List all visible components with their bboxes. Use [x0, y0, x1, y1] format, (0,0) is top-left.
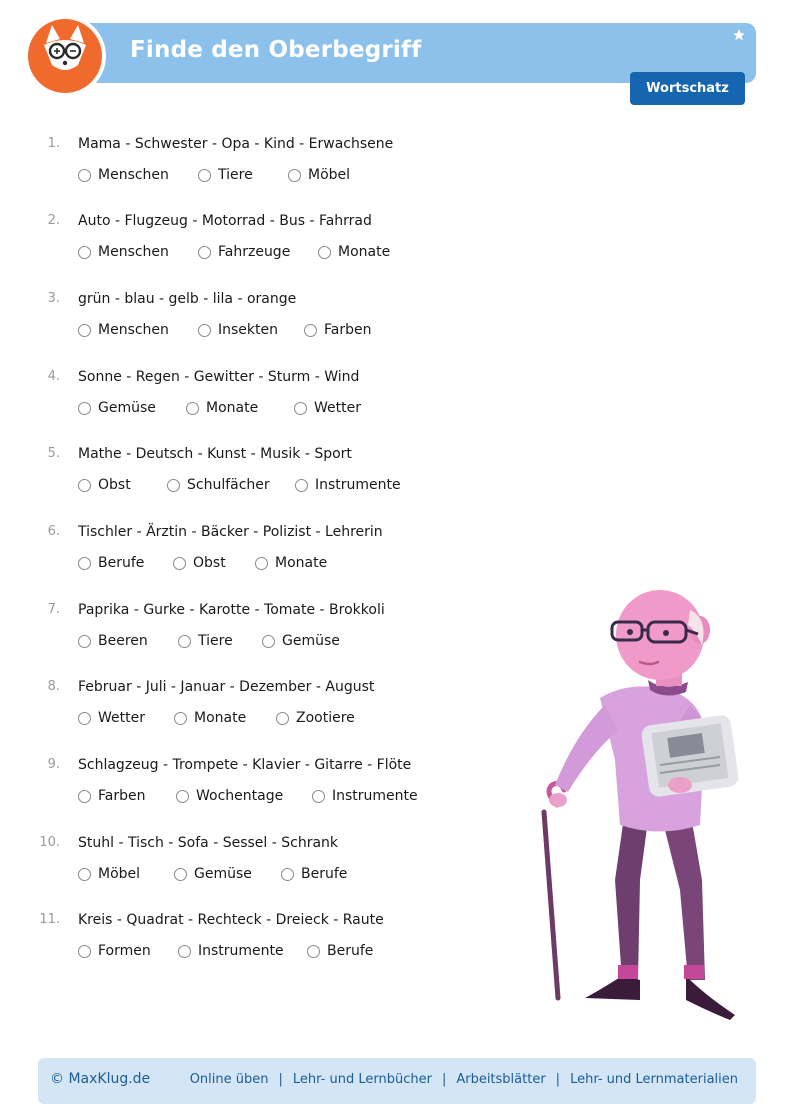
radio-button[interactable] [262, 635, 275, 648]
radio-button[interactable] [78, 169, 91, 182]
answer-option-label: Berufe [327, 943, 374, 959]
radio-button[interactable] [78, 479, 91, 492]
answer-option[interactable] [167, 474, 270, 496]
question-words: Mama - Schwester - Opa - Kind - Erwachsene [78, 136, 394, 152]
answer-option-label: Instrumente [315, 477, 401, 493]
answer-option[interactable] [78, 474, 131, 496]
answer-option[interactable] [174, 863, 252, 885]
answer-options [78, 863, 508, 885]
question-item [0, 600, 520, 670]
question-words: Tischler - Ärztin - Bäcker - Polizist - Lehrerin [78, 524, 383, 540]
question-number: 7. [47, 602, 60, 617]
question-number: 9. [47, 757, 60, 772]
question-words: Sonne - Regen - Gewitter - Sturm - Wind [78, 369, 360, 385]
answer-option-label: Schulfächer [187, 477, 270, 493]
radio-button[interactable] [78, 868, 91, 881]
footer-link-lehr-und-lernmaterialien[interactable]: Lehr- und Lernmaterialien [570, 1072, 738, 1087]
answer-option-label: Monate [275, 555, 328, 571]
answer-option-label: Monate [206, 400, 259, 416]
answer-option[interactable] [262, 630, 340, 652]
question-number: 11. [39, 912, 60, 927]
question-number: 2. [47, 213, 60, 228]
question-number: 6. [47, 524, 60, 539]
radio-button[interactable] [78, 557, 91, 570]
answer-option[interactable] [255, 552, 327, 574]
answer-option-label: Instrumente [198, 943, 284, 959]
answer-option[interactable] [78, 552, 144, 574]
question-item [0, 833, 520, 903]
answer-options [78, 785, 508, 807]
question-words: Stuhl - Tisch - Sofa - Sessel - Schrank [78, 835, 339, 851]
answer-option[interactable] [304, 319, 371, 341]
footer-link-lehr-und-lernbuecher[interactable]: Lehr- und Lernbücher [292, 1072, 432, 1087]
radio-button[interactable] [167, 479, 180, 492]
answer-option[interactable] [186, 397, 258, 419]
radio-button[interactable] [281, 868, 294, 881]
radio-button[interactable] [78, 712, 91, 725]
answer-option[interactable] [78, 319, 169, 341]
answer-option-label: Menschen [98, 167, 169, 183]
question-item [0, 134, 520, 204]
footer-copyright[interactable]: © MaxKlug.de [50, 1071, 151, 1087]
answer-option[interactable] [78, 863, 140, 885]
answer-option[interactable] [174, 707, 246, 729]
answer-option-label: Menschen [98, 322, 169, 338]
answer-option[interactable] [318, 241, 390, 263]
answer-option-label: Berufe [301, 866, 348, 882]
question-item [0, 289, 520, 359]
radio-button[interactable] [78, 402, 91, 415]
answer-options [78, 397, 508, 419]
question-number: 10. [39, 835, 60, 850]
answer-option[interactable] [78, 785, 145, 807]
answer-option[interactable] [295, 474, 401, 496]
footer-separator: | [441, 1072, 447, 1087]
radio-button[interactable] [288, 169, 301, 182]
answer-option[interactable] [176, 785, 283, 807]
radio-button[interactable] [186, 402, 199, 415]
answer-option-label: Menschen [98, 244, 169, 260]
radio-button[interactable] [174, 868, 187, 881]
answer-option[interactable] [173, 552, 226, 574]
radio-button[interactable] [178, 635, 191, 648]
answer-option-label: Monate [194, 710, 247, 726]
answer-option[interactable] [198, 164, 253, 186]
radio-button[interactable] [198, 246, 211, 259]
answer-options [78, 940, 508, 962]
question-words: grün - blau - gelb - lila - orange [78, 291, 297, 307]
question-number: 1. [47, 136, 60, 151]
radio-button[interactable] [173, 557, 186, 570]
answer-option[interactable] [178, 630, 233, 652]
answer-option-label: Möbel [98, 866, 141, 882]
question-item [0, 677, 520, 747]
radio-button[interactable] [198, 324, 211, 337]
answer-option[interactable] [78, 164, 169, 186]
radio-button[interactable] [78, 246, 91, 259]
question-words: Mathe - Deutsch - Kunst - Musik - Sport [78, 446, 352, 462]
answer-option-label: Tiere [198, 633, 233, 649]
footer-separator: | [278, 1072, 283, 1087]
radio-button[interactable] [78, 324, 91, 337]
radio-button[interactable] [178, 945, 191, 958]
answer-option[interactable] [78, 940, 151, 962]
answer-option[interactable] [276, 707, 355, 729]
question-words: Schlagzeug - Trompete - Klavier - Gitarre - Flöte [78, 757, 412, 773]
radio-button[interactable] [78, 945, 91, 958]
answer-option-label: Farben [324, 322, 372, 338]
answer-option[interactable] [78, 241, 169, 263]
radio-button[interactable] [318, 246, 331, 259]
question-item [0, 755, 520, 825]
answer-option-label: Gemüse [282, 633, 340, 649]
answer-option[interactable] [294, 397, 361, 419]
answer-option-label: Monate [338, 244, 391, 260]
category-badge: Wortschatz [630, 72, 745, 105]
fox-logo-icon [22, 13, 108, 99]
question-item [0, 444, 520, 514]
radio-button[interactable] [255, 557, 268, 570]
answer-option-label: Wochentage [196, 788, 284, 804]
question-number: 4. [47, 369, 60, 384]
answer-option-label: Beeren [98, 633, 148, 649]
answer-options [78, 474, 508, 496]
footer [38, 1058, 756, 1104]
question-number: 8. [47, 679, 60, 694]
answer-option[interactable] [281, 863, 347, 885]
question-item [0, 522, 520, 592]
answer-option-label: Wetter [314, 400, 361, 416]
answer-option-label: Wetter [98, 710, 145, 726]
radio-button[interactable] [276, 712, 289, 725]
answer-option-label: Gemüse [98, 400, 156, 416]
answer-option-label: Formen [98, 943, 151, 959]
answer-option[interactable] [78, 707, 145, 729]
answer-option[interactable] [178, 940, 284, 962]
answer-options [78, 630, 508, 652]
answer-option[interactable] [78, 630, 148, 652]
answer-option-label: Farben [98, 788, 146, 804]
answer-option-label: Instrumente [332, 788, 418, 804]
question-words: Paprika - Gurke - Karotte - Tomate - Brokkoli [78, 602, 385, 618]
page-title: Finde den Oberbegriff [130, 37, 422, 63]
radio-button[interactable] [312, 790, 325, 803]
answer-options [78, 241, 508, 263]
question-item [0, 910, 520, 980]
answer-option[interactable] [78, 397, 156, 419]
question-words: Auto - Flugzeug - Motorrad - Bus - Fahrrad [78, 213, 372, 229]
star-icon [732, 28, 746, 42]
radio-button[interactable] [294, 402, 307, 415]
footer-link-arbeitsblaetter[interactable]: Arbeitsblätter [456, 1072, 546, 1087]
answer-option-label: Insekten [218, 322, 278, 338]
answer-options [78, 164, 508, 186]
radio-button[interactable] [174, 712, 187, 725]
answer-options [78, 319, 508, 341]
question-number: 3. [47, 291, 60, 306]
radio-button[interactable] [78, 635, 91, 648]
old-man-illustration [530, 580, 770, 1025]
answer-option-label: Tiere [218, 167, 253, 183]
answer-option-label: Möbel [308, 167, 351, 183]
footer-separator: | [555, 1072, 561, 1087]
radio-button[interactable] [176, 790, 189, 803]
question-item [0, 367, 520, 437]
answer-option-label: Gemüse [194, 866, 252, 882]
radio-button[interactable] [78, 790, 91, 803]
answer-option-label: Obst [98, 477, 131, 493]
footer-link-online-ueben[interactable]: Online üben [189, 1072, 269, 1087]
question-number: 5. [47, 446, 60, 461]
question-words: Februar - Juli - Januar - Dezember - August [78, 679, 375, 695]
answer-option[interactable] [312, 785, 418, 807]
answer-option[interactable] [198, 241, 290, 263]
answer-option[interactable] [288, 164, 350, 186]
footer-links [190, 1072, 738, 1087]
question-item [0, 211, 520, 281]
answer-option-label: Berufe [98, 555, 145, 571]
answer-option-label: Obst [193, 555, 226, 571]
radio-button[interactable] [295, 479, 308, 492]
answer-option[interactable] [307, 940, 373, 962]
question-words: Kreis - Quadrat - Rechteck - Dreieck - Raute [78, 912, 384, 928]
answer-options [78, 552, 508, 574]
radio-button[interactable] [307, 945, 320, 958]
radio-button[interactable] [198, 169, 211, 182]
answer-option-label: Zootiere [296, 710, 355, 726]
answer-option-label: Fahrzeuge [218, 244, 291, 260]
answer-option[interactable] [198, 319, 278, 341]
answer-options [78, 707, 508, 729]
radio-button[interactable] [304, 324, 317, 337]
